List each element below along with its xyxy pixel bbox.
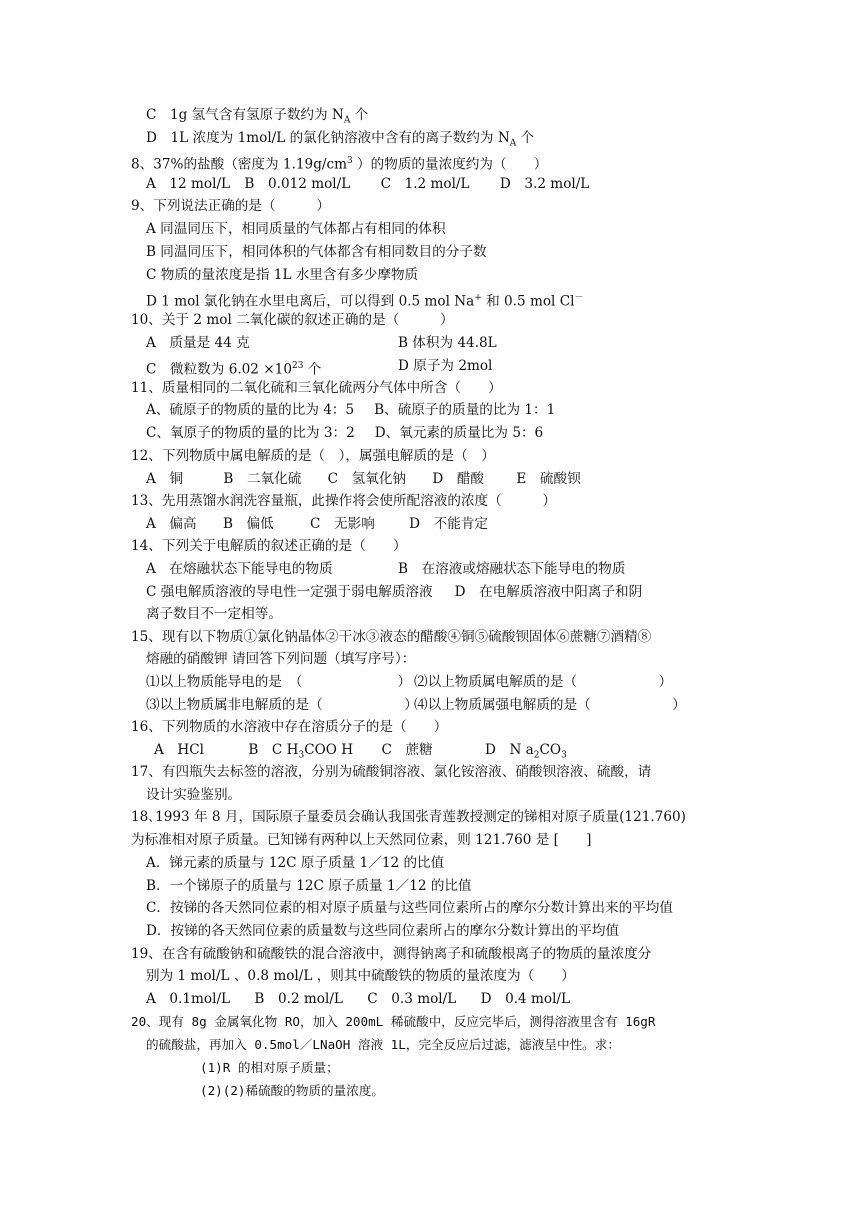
- q12-stem: 12、下列物质中属电解质的是（ ），属强电解质的是（ ）: [131, 448, 495, 464]
- q15-sub-4: ⑷以上物质属强电解质的是（ ）: [414, 697, 686, 713]
- q9-option-d: D 1 mol 氯化钠在水里电离后，可以得到 0.5 mol Na+ 和 0.5 mol Cl－: [146, 293, 584, 310]
- q18-option-d: D．按锑的各天然同位素的质量数与这些同位素所占的摩尔分数计算出的平均值: [146, 923, 620, 939]
- q15-sub-3: ⑶以上物质属非电解质的是（ ）: [146, 697, 418, 713]
- q9-option-a: A 同温同压下，相同质量的气体都占有相同的体积: [146, 221, 446, 237]
- q14-options-row2: C 强电解质溶液的导电性一定强于弱电解质溶液 D 在电解质溶液中阳离子和阴: [146, 584, 643, 600]
- q18-option-c: C．按锑的各天然同位素的相对原子质量与这些同位素所占的摩尔分数计算出来的平均值: [146, 900, 673, 916]
- q19-stem: 19、在含有硫酸钠和硫酸铁的混合溶液中，测得钠离子和硫酸根离子的物质的量浓度分: [131, 946, 652, 962]
- q18-option-b: B．一个锑原子的质量与 12C 原子质量 1／12 的比值: [146, 878, 472, 894]
- q10-options-row1: A 质量是 44 克: [146, 335, 250, 351]
- q9-stem: 9、下列说法正确的是（ ）: [131, 198, 330, 214]
- q19-stem-cont: 别为 1 mol/L 、0.8 mol/L ，则其中硫酸铁的物质的量浓度为（ ）: [146, 968, 575, 984]
- q20-sub-2: (2)(2)稀硫酸的物质的量浓度。: [200, 1083, 385, 1098]
- q20-stem: 20、现有 8g 金属氧化物 RO，加入 200mL 稀硫酸中，反应完毕后，测得溶液里含有 16gR: [131, 1014, 656, 1029]
- q18-stem-cont: 为标准相对原子质量。已知锑有两种以上天然同位素，则 121.760 是 [ ]: [131, 832, 592, 848]
- q14-option-d-cont: 离子数目不一定相等。: [146, 606, 282, 622]
- q8-options: A 12 mol/L B 0.012 mol/L C 1.2 mol/L D 3.2 mol/L: [146, 176, 590, 192]
- q17-stem: 17、有四瓶失去标签的溶液，分别为硫酸铜溶液、氯化铵溶液、硝酸钡溶液、硫酸，请: [131, 764, 652, 780]
- q10-option-d: D 原子为 2mol: [398, 358, 493, 374]
- q16-options: A HCl B C $H_3COO$ H C 蔗糖 D N $a_2CO_3$: [154, 742, 567, 761]
- q14-option-b: B 在溶液或熔融状态下能导电的物质: [398, 561, 626, 577]
- q13-stem: 13、先用蒸馏水润洗容量瓶，此操作将会使所配溶液的浓度（ ）: [131, 493, 557, 509]
- q17-stem-cont: 设计实验鉴别。: [146, 787, 242, 803]
- q13-options: A 偏高 B 偏低 C 无影响 D 不能肯定: [146, 516, 489, 532]
- q9-option-c: C 物质的量浓度是指 1L 水里含有多少摩物质: [146, 267, 419, 283]
- q9-option-b: B 同温同压下，相同体积的气体都含有相同数目的分子数: [146, 244, 487, 260]
- q8-stem: 8、37%的盐酸（密度为 $1.19g/cm^3$ ）的物质的量浓度约为（ ）: [131, 156, 548, 173]
- q15-stem-cont: 熔融的硝酸钾 请回答下列问题（填写序号）：: [146, 651, 416, 667]
- q12-options: A 铜 B 二氧化硫 C 氢氧化钠 D 醋酸 E 硫酸钡: [146, 471, 581, 487]
- q15-sub-2: ⑵以上物质属电解质的是（ ）: [414, 674, 673, 690]
- q16-stem: 16、下列物质的水溶液中存在溶质分子的是（ ）: [131, 719, 448, 735]
- q14-stem: 14、下列关于电解质的叙述正确的是（ ）: [131, 538, 407, 554]
- q7-option-c: C 1g 氢气含有氢原子数约为 $N_A$ 个: [146, 107, 369, 126]
- q11-options-row1: A、硫原子的物质的量的比为 4：5 B、硫原子的质量的比为 1：1: [146, 402, 556, 418]
- q7-option-d: D 1L 浓度为 1mol/L 的氯化钠溶液中含有的离子数约为 $N_A$ 个: [146, 130, 535, 149]
- q18-option-a: A．锑元素的质量与 12C 原子质量 1／12 的比值: [146, 855, 445, 871]
- q11-options-row2: C、氧原子的物质的量的比为 3：2 D、氧元素的质量比为 5：6: [146, 425, 544, 441]
- q14-options-row1: A 在熔融状态下能导电的物质: [146, 561, 333, 577]
- q10-option-b: B 体积为 44.8L: [398, 335, 497, 351]
- q15-sub-1: ⑴以上物质能导电的是 （ ）: [146, 674, 412, 690]
- q10-option-c: C 微粒数为 $6.02 \times 10^{23}$ 个: [146, 361, 322, 378]
- q18-stem: 18､1993 年 8 月，国际原子量委员会确认我国张青莲教授测定的锑相对原子质量(121.760): [131, 809, 686, 825]
- q10-stem: 10、关于 2 mol 二氧化碳的叙述正确的是（ ）: [131, 312, 454, 328]
- q20-stem-cont: 的硫酸盐，再加入 0.5mol／LNaOH 溶液 1L，完全反应后过滤，滤液呈中性。求：: [146, 1037, 620, 1052]
- q11-stem: 11、质量相同的二氧化硫和三氧化硫两分气体中所含（ ）: [131, 380, 502, 396]
- q15-stem: 15、现有以下物质①氯化钠晶体②干冰③液态的醋酸④铜⑤硫酸钡固体⑥蔗糖⑦酒精⑧: [131, 629, 652, 645]
- q19-options: A 0.1mol/L B 0.2 mol/L C 0.3 mol/L D 0.4 mol/L: [146, 991, 571, 1007]
- q20-sub-1: (1)R 的相对原子质量；: [200, 1060, 339, 1075]
